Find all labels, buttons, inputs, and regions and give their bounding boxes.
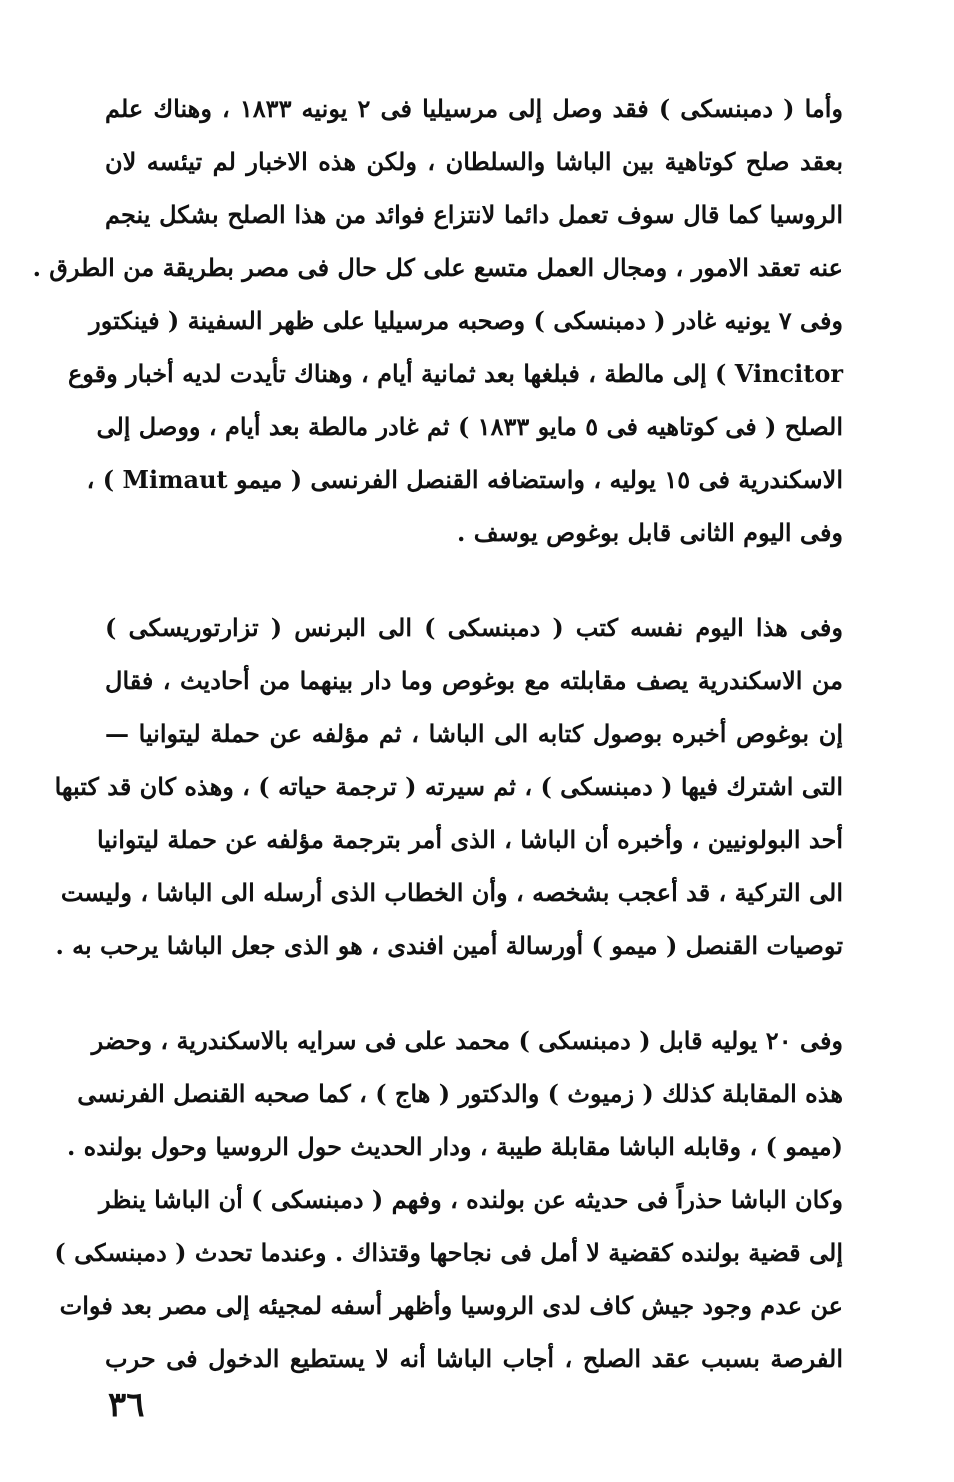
text-line: الاسكندرية فى ١٥ يوليه ، واستضافه القنصل الفرنسى ( ميمو Mimaut ) ، (86, 465, 843, 494)
text-line: إن بوغوص أخبره بوصول كتابه الى الباشا ، ثم مؤلفه عن حملة ليتوانيا — (105, 719, 843, 748)
text-line: الى التركية ، قد أعجب بشخصه ، وأن الخطاب الذى أرسله الى الباشا ، وليست (60, 878, 843, 907)
text-line: وفى هذا اليوم نفسه كتب ( دمبنسكى ) الى البرنس ( تزارتوريسكى ) (105, 613, 843, 642)
text-line: الصلح ( فى كوتاهيه فى ٥ مايو ١٨٣٣ ) ثم غادر مالطة بعد أيام ، ووصل إلى (96, 412, 843, 441)
text-line: Vincitor ) إلى مالطة ، فبلغها بعد ثمانية أيام ، وهناك تأيدت لديه أخبار وقوع (67, 359, 843, 388)
text-line: وأما ( دمبنسكى ) فقد وصل إلى مرسيليا فى ٢ يونيه ١٨٣٣ ، وهناك علم (105, 94, 844, 123)
text-line: من الاسكندرية يصف مقابلته مع بوغوص وما دار بينهما من أحاديث ، فقال (105, 666, 843, 695)
page-number: ٣٦ (108, 1385, 145, 1425)
text-line: أحد البولونيين ، وأخبره أن الباشا ، الذى أمر بترجمة مؤلفه عن حملة ليتوانيا (96, 825, 843, 854)
paragraph-gap (105, 972, 843, 1014)
paragraph-2 (54, 601, 843, 972)
text-line: بعقد صلح كوتاهية بين الباشا والسلطان ، ولكن هذه الاخبار لم تيئسه لان (105, 147, 843, 176)
paragraph-3 (54, 1014, 843, 1385)
text-line: عنه تعقد الامور ، ومجال العمل متسع على كل حال فى مصر بطريقة من الطرق . (32, 253, 843, 282)
text-line: (ميمو ) ، وقابله الباشا مقابلة طيبة ، ودار الحديث حول الروسيا وحول بولنده . (66, 1132, 843, 1161)
paragraph-1 (32, 82, 844, 559)
text-line: إلى قضية بولنده كقضية لا أمل فى نجاحها وقتذاك . وعندما تحدث ( دمبنسكى ) (54, 1238, 843, 1267)
text-line: التى اشترك فيها ( دمبنسكى ) ، ثم سيرته ( ترجمة حياته ) ، وهذه كان قد كتبها (54, 772, 843, 801)
text-line: وكان الباشا حذراً فى حديثه عن بولنده ، وفهم ( دمبنسكى ) أن الباشا ينظر (98, 1185, 843, 1214)
page-body (32, 82, 844, 1385)
text-line: وفى اليوم الثانى قابل بوغوص يوسف . (457, 518, 843, 547)
text-line: وفى ٧ يونيه غادر ( دمبنسكى ) وصحبه مرسيليا على ظهر السفينة ( فينكتور (89, 306, 843, 335)
paragraph-gap (105, 559, 843, 601)
text-line: عن عدم وجود جيش كاف لدى الروسيا وأظهر أسفه لمجيئه إلى مصر بعد فوات (59, 1291, 843, 1320)
text-line: الروسيا كما قال سوف تعمل دائما لانتزاع فوائد من هذا الصلح بشكل ينجم (105, 200, 843, 229)
text-line: توصيات القنصل ( ميمو ) أورسالة أمين افندى ، هو الذى جعل الباشا يرحب به . (55, 931, 843, 960)
text-line: الفرصة بسبب عقد الصلح ، أجاب الباشا أنه لا يستطيع الدخول فى حرب (105, 1344, 843, 1373)
text-line: وفى ٢٠ يوليه قابل ( دمبنسكى ) محمد على فى سرايه بالاسكندرية ، وحضر (91, 1026, 843, 1055)
text-line: هذه المقابلة كذلك ( زميوث ) والدكتور ( هاج ) ، كما صحبه القنصل الفرنسى (77, 1079, 843, 1108)
